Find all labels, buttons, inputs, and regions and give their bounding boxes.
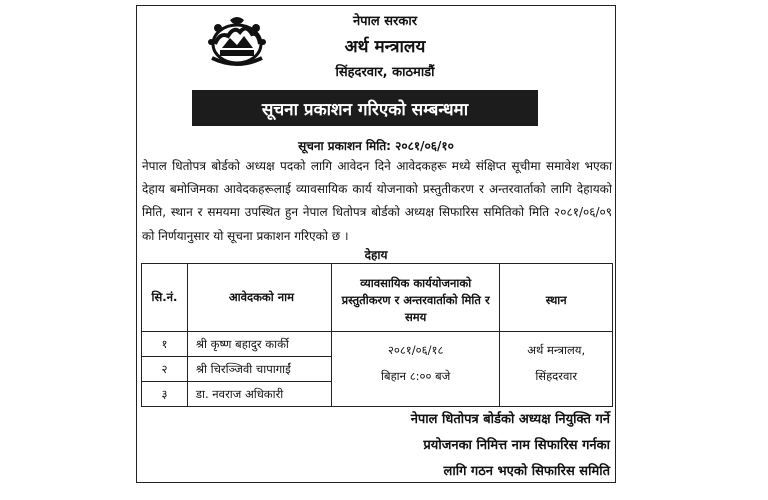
interview-date: २०८१/०६/१८ — [387, 343, 444, 357]
header-sn: सि.नं. — [142, 264, 188, 332]
footer-line-3: लागि गठन भएको सिफारिस समिति — [443, 464, 610, 479]
banner-title: सूचना प्रकाशन गरिएको सम्बन्धमा — [261, 99, 469, 120]
schedule-heading: देहाय — [364, 248, 388, 262]
schedule-place-cell — [500, 332, 613, 407]
committee-signature — [411, 407, 610, 485]
place-line-1: अर्थ मन्त्रालय, — [527, 343, 586, 357]
place-line-2: सिंहदरवार — [535, 369, 578, 383]
row-sn: ३ — [142, 382, 188, 407]
row-name: डा. नवराज अधिकारी — [187, 382, 331, 407]
table-header-row — [142, 264, 613, 332]
row-sn: २ — [142, 357, 188, 382]
government-name: नेपाल सरकार — [352, 14, 418, 29]
nepal-emblem-icon — [206, 14, 268, 68]
footer-line-1: नेपाल धितोपत्र बोर्डको अध्यक्ष नियुक्ति गर्ने — [410, 412, 610, 427]
header-place: स्थान — [500, 264, 613, 332]
ministry-location: सिंहदरवार, काठमाडौं — [335, 65, 435, 80]
footer-line-2: प्रयोजनका निमित्त नाम सिफारिस गर्नका — [423, 438, 610, 453]
interview-time: बिहान ८:०० बजे — [381, 369, 451, 383]
row-name: श्री कृष्ण बहादुर कार्की — [187, 332, 331, 357]
notice-banner — [192, 90, 538, 126]
row-sn: १ — [142, 332, 188, 357]
publication-date: सूचना प्रकाशन मिति: २०८१/०६/१० — [298, 139, 454, 153]
schedule-table — [141, 263, 613, 407]
ministry-name: अर्थ मन्त्रालय — [344, 37, 426, 57]
header-name: आवेदकको नाम — [187, 264, 331, 332]
notice-body: नेपाल धितोपत्र बोर्डको अध्यक्ष पदको लागि आवेदन दिने आवेदकहरू मध्ये संक्षिप्त सूचीमा समावेश भएका देहाय बमोजिमका आवेदकहरूलाई व्यावसायिक कार्य योजनाको प्रस्तुतीकरण र अन्तरवार्ताको लागि देहायको मिति, स्थान र समयमा उपस्थित हुन नेपाल धितोपत्र बोर्डको अध्यक्ष सिफारिस समितिको मिति २०८१/०६/०९ को निर्णयानुसार यो सूचना प्रकाशन गरिएको छ । — [142, 159, 612, 243]
row-name: श्री चिरञ्जिवी चापागाईं — [187, 357, 331, 382]
schedule-time-cell — [331, 332, 499, 407]
table-row — [142, 332, 613, 357]
header-time: व्यावसायिक कार्ययोजनाको प्रस्तुतीकरण र अन्तरवार्ताको मिति र समय — [331, 264, 499, 332]
